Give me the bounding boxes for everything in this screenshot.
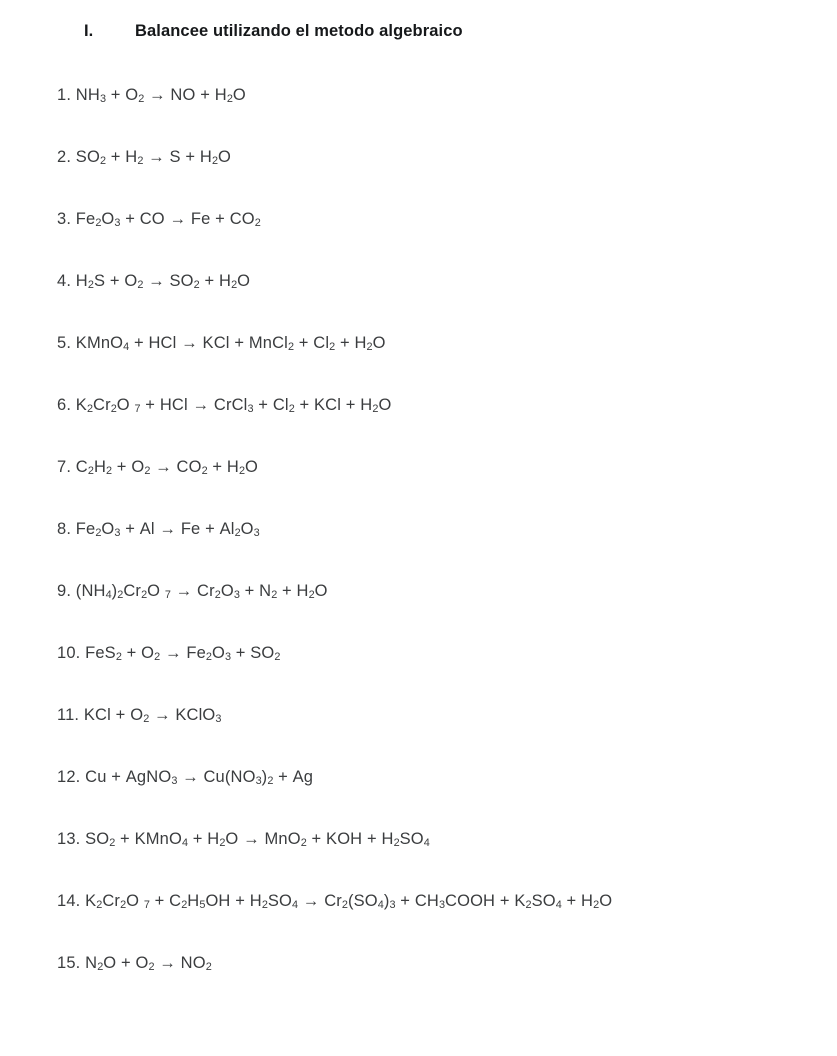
equation-number: 3. [57,210,72,228]
equation-number: 1. [57,86,72,104]
equation-item [57,270,837,332]
equation-formula: KMnO$_4$ + HCl → KCl + MnCl$_2$ + $Cl_2 + H_2O$ [75,334,386,353]
equation-number: 9. [57,582,72,600]
equation-item [57,208,837,270]
equation-number: 6. [57,396,72,414]
equation-number: 12. [57,768,81,786]
equation-item [57,332,837,394]
equation-formula: $Fe_2O_3$ + CO → $Fe + CO_2$ [75,210,261,229]
equation-item [57,704,837,766]
equation-formula: $FeS_2 + O_2 \to Fe_2O_3 + SO_2$ [85,644,281,663]
equation-number: 15. [57,954,81,972]
equation-number: 5. [57,334,72,352]
equation-formula: $SO_2 + H_2 \to S + H_2O$ [75,148,232,167]
equation-number: 4. [57,272,72,290]
equation-formula: $H_2S + O_2 \to SO_2 + H_2O$ [75,272,251,291]
equation-item [57,642,837,704]
equation-number: 8. [57,520,72,538]
equation-formula: KCl + $O_2$ → KClO$_3$ [83,706,222,725]
equation-item [57,84,837,146]
equation-number: 11. [57,706,80,724]
equation-item [57,890,837,952]
equation-formula: Cu + AgNO$_3$ → $Cu(NO_3)_2 + Ag$ [85,768,314,787]
equation-formula: $C_2H_2 + O_2 \to CO_2 + H_2O$ [75,458,258,477]
equation-formula: $K_2Cr_2O$ $_7$ + HCl → CrCl$_3$ + $Cl_2$ + KCl + $H_2O$ [75,396,392,415]
equation-list [57,84,837,1014]
equation-item [57,952,837,1014]
equation-item [57,394,837,456]
equation-item [57,828,837,890]
equation-item [57,146,837,208]
equation-formula: $K_2Cr_2O$ $_7 + C_2H_5OH + H_2SO_4 \to Cr_2(SO_4)_3$ + $CH_3COOH + K_2SO_4 + H_2O$ [85,892,613,911]
equation-number: 7. [57,458,72,476]
equation-formula: $(NH_4)_2Cr_2O$ $_7 \to Cr_2O_3 + N_2 + H_2O$ [75,582,328,601]
equation-number: 14. [57,892,81,910]
equation-number: 13. [57,830,81,848]
equation-formula: $NH_3 + O_2$ → NO + $H_2O$ [75,86,246,105]
equation-number: 2. [57,148,72,166]
equation-formula: $Fe_2O_3 + Al \to Fe + Al_2O_3$ [75,520,260,539]
equation-item [57,518,837,580]
equation-item [57,456,837,518]
section-title: Balancee utilizando el metodo algebraico [135,22,463,40]
equation-item [57,580,837,642]
equation-number: 10. [57,644,81,662]
equation-formula: $SO_2$ + KMnO$_4$ + $H_2O \to MnO_2$ + KOH + $H_2SO_4$ [85,830,430,849]
equation-formula: $N_2O + O_2 \to NO_2$ [85,954,212,973]
section-marker: I. [84,22,94,40]
equation-item [57,766,837,828]
section-heading [84,22,463,41]
